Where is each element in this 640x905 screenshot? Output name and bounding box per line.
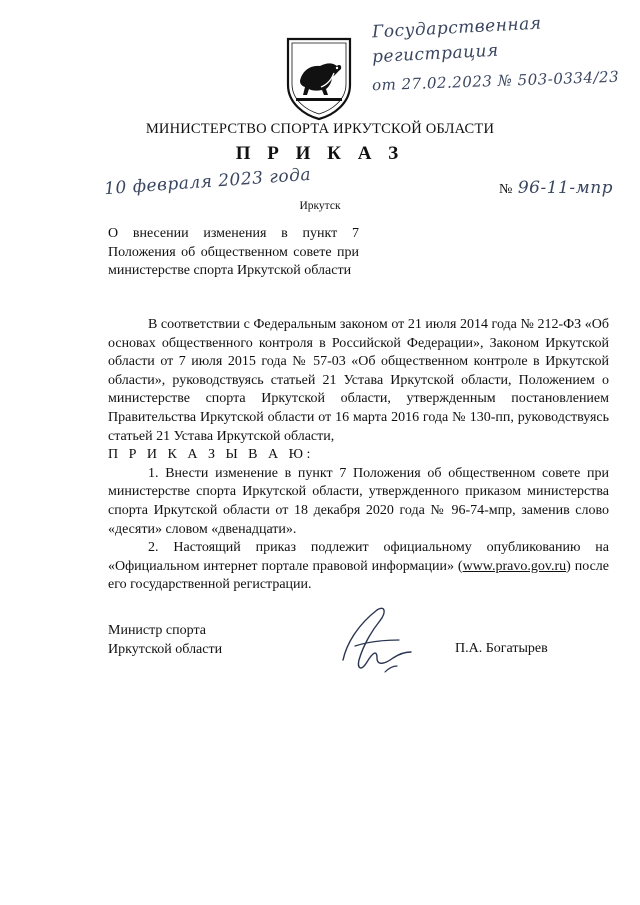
item-2-paragraph	[108, 539, 609, 595]
pravo-gov-link[interactable]: www.pravo.gov.ru	[462, 558, 567, 574]
signer-name: П.А. Богатырев	[455, 641, 548, 656]
registration-stamp-line1: Государственная	[371, 13, 542, 43]
registration-stamp-line3: от 27.02.2023 № 503-0334/23	[371, 67, 620, 95]
item-2-text-after: ) после его государственной регистрации.	[108, 558, 609, 593]
order-number-value: 96-11-мпр	[517, 178, 614, 198]
item-2-text-before: 2. Настоящий приказ подлежит официальному опубликованию на «Официальном интернет портале правовой информации» (	[108, 540, 609, 574]
order-date: 10 февраля 2023 года	[103, 164, 312, 200]
signatory-title	[108, 622, 222, 659]
signatory-title-line2: Иркутской области	[108, 641, 223, 657]
item-1-paragraph: 1. Внести изменение в пункт 7 Положения об общественном совете при министерстве спорта Иркутской области, утвержденного приказом министерства спорта Иркутской области от 18 декабря 2020 года № 96-74-мпр, заменив слово «десяти» словом «двенадцати».	[108, 465, 609, 537]
coat-of-arms-emblem	[282, 35, 356, 121]
prikazyvayu-heading: П Р И К А З Ы В А Ю:	[108, 447, 314, 463]
registration-stamp-line2: регистрация	[371, 40, 500, 68]
preamble-paragraph: В соответствии с Федеральным законом от 21 июля 2014 года № 212-ФЗ «Об основах общественного контроля в Российской Федерации», Законом Иркутской области от 7 июля 2015 года № 57-03 «Об общественном контроле в Иркутской области», руководствуясь статьей 21 Устава Иркутской области, Положением о министерстве спорта Иркутской области, утвержденным постановлением Правительства Иркутской области от 16 марта 2016 года № 130-пп, руководствуясь статьей 21 Устава Иркутской области,	[108, 317, 609, 444]
ministry-name: МИНИСТЕРСТВО СПОРТА ИРКУТСКОЙ ОБЛАСТИ	[145, 121, 495, 137]
document-title: П Р И К А З	[235, 143, 405, 164]
city-name: Иркутск	[299, 200, 341, 212]
order-number-label: №	[499, 182, 513, 197]
signatory-title-line1: Министр спорта	[108, 623, 206, 638]
order-body	[108, 316, 609, 595]
order-number	[499, 178, 613, 198]
handwritten-signature	[325, 602, 425, 682]
order-subject: О внесении изменения в пункт 7 Положения об общественном совете при министерстве спорта Иркутской области	[108, 226, 359, 278]
